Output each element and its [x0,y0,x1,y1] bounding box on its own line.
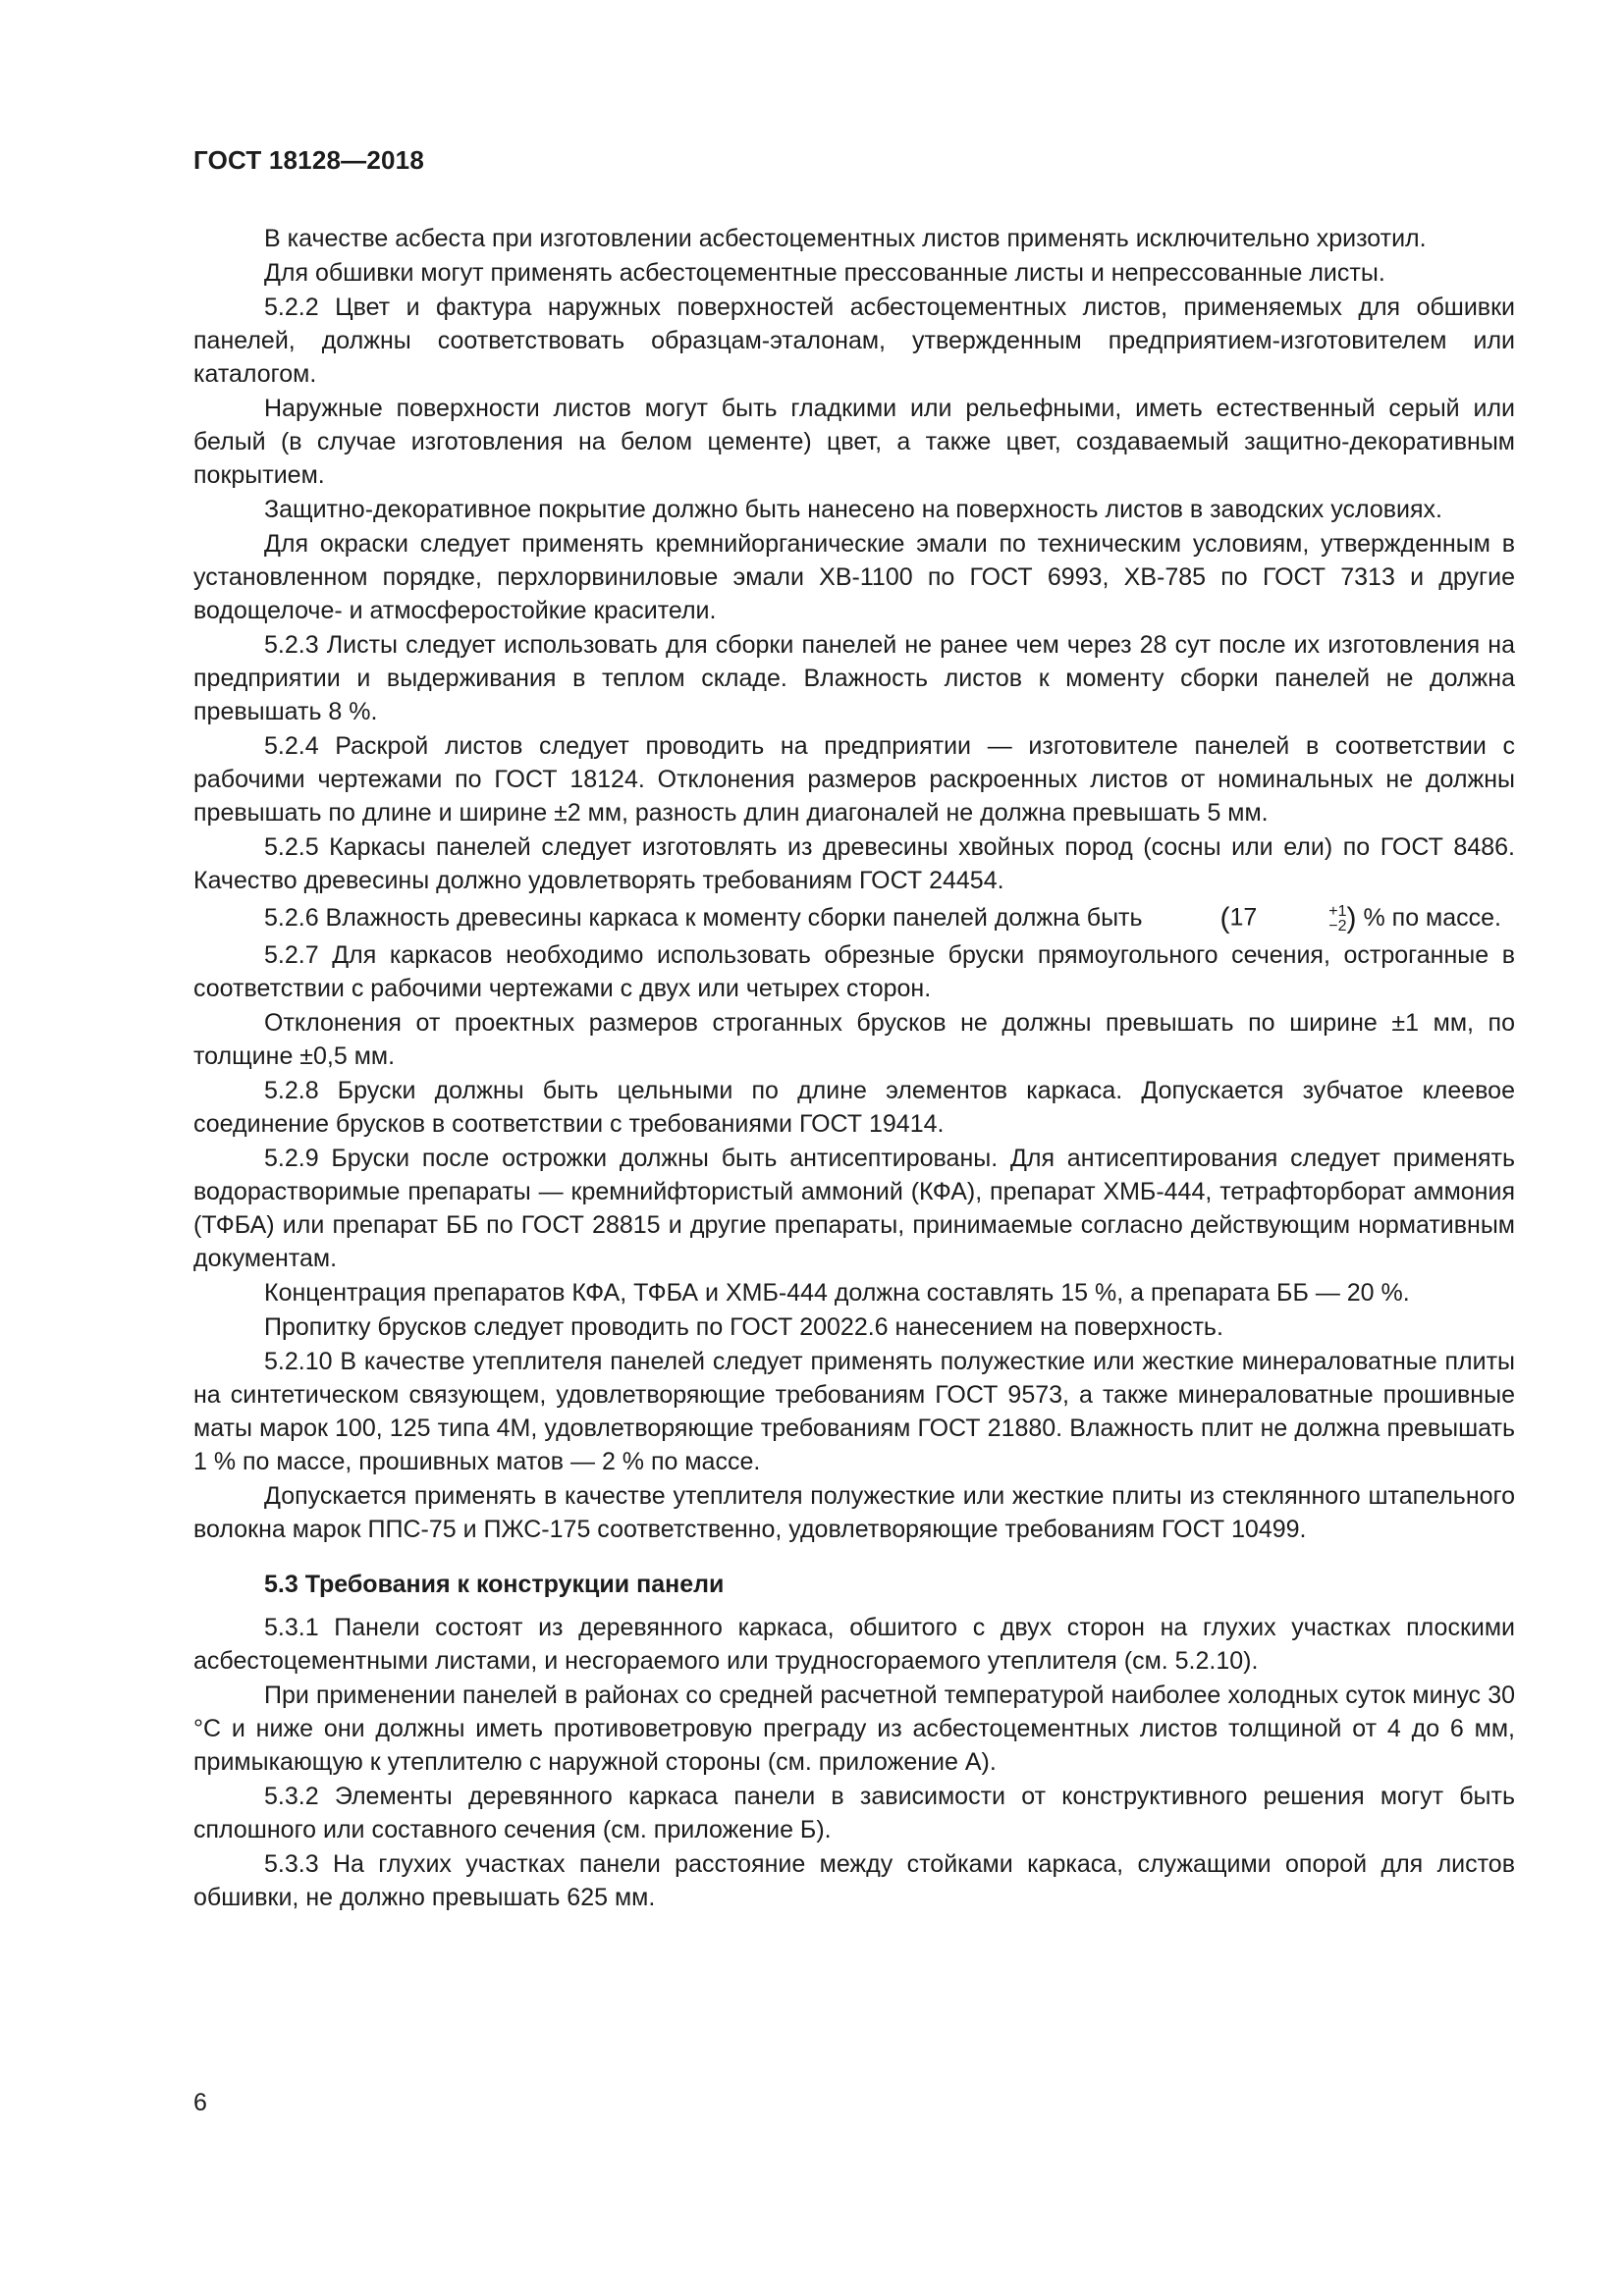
document-header: ГОСТ 18128—2018 [193,145,424,175]
paragraph: 5.3.1 Панели состоят из деревянного каркаса, обшитого с двух сторон на глухих участках плоскими асбестоцементными листами, и несгораемого или трудносгораемого утеплителя (см. 5.2.10). [193,1614,1515,1675]
paragraph: 5.2.5 Каркасы панелей следует изготовлять из древесины хвойных пород (сосны или ели) по ГОСТ 8486. Качество древесины должно удовлетворять требованиям ГОСТ 24454. [193,833,1515,894]
formula-sup: +1 [1328,903,1347,921]
paragraph: Для окраски следует применять кремнийорганические эмали по техническим условиям, утвержденным в установленном порядке, перхлорвиниловые эмали ХВ-1100 по ГОСТ 6993, ХВ-785 по ГОСТ 7313 и другие водощелоче- и атмосферостойкие красители. [193,530,1515,624]
paragraph: Допускается применять в качестве утеплителя полужесткие или жесткие плиты из стеклянного штапельного волокна марок ППС-75 и ПЖС-175 соответственно, удовлетворяющие требованиям ГОСТ 10499. [193,1482,1515,1543]
formula-sub: −2 [1328,918,1347,935]
paragraph: Концентрация препаратов КФА, ТФБА и ХМБ-444 должна составлять 15 %, а препарата ББ — 20 %. [264,1279,1410,1307]
paragraph: 5.2.7 Для каркасов необходимо использовать обрезные бруски прямоугольного сечения, остроганные в соответствии с рабочими чертежами с двух или четырех сторон. [193,941,1515,1002]
document-body [193,222,1515,1915]
moisture-formula: (17 +1 −2 ) [1219,902,1357,935]
section-heading: 5.3 Требования к конструкции панели [264,1571,725,1598]
formula-base: 17 [1229,904,1258,932]
paragraph: 5.2.8 Бруски должны быть цельными по длине элементов каркаса. Допускается зубчатое клеевое соединение брусков в соответствии с требованиями ГОСТ 19414. [193,1077,1515,1138]
paragraph: 5.2.3 Листы следует использовать для сборки панелей не ранее чем через 28 сут после их изготовления на предприятии и выдерживания в теплом складе. Влажность листов к моменту сборки панелей не должна превышать 8 %. [193,631,1515,725]
paragraph: 5.2.9 Бруски после острожки должны быть антисептированы. Для антисептирования следует применять водорастворимые препараты — кремнийфтористый аммоний (КФА), препарат ХМБ-444, тетрафторборат аммония (ТФБА) или препарат ББ по ГОСТ 28815 и другие препараты, принимаемые согласно действующим нормативным документам. [193,1145,1515,1272]
paragraph-5-2-6 [193,901,1515,934]
page-number: 6 [193,2089,207,2116]
paragraph: Пропитку брусков следует проводить по ГОСТ 20022.6 нанесением на поверхность. [264,1313,1223,1341]
paragraph: 5.2.2 Цвет и фактура наружных поверхностей асбестоцементных листов, применяемых для обшивки панелей, должны соответствовать образцам-эталонам, утвержденным предприятием-изготовителем или каталогом. [193,294,1515,388]
paragraph: При применении панелей в районах со средней расчетной температурой наиболее холодных суток минус 30 °С и ниже они должны иметь противоветровую преграду из асбестоцементных листов толщиной от 4 до 6 мм, примыкающую к утеплителю с наружной стороны (см. приложение А). [193,1682,1515,1776]
paragraph: Наружные поверхности листов могут быть гладкими или рельефными, иметь естественный серый или белый (в случае изготовления на белом цементе) цвет, а также цвет, создаваемый защитно-декоративным покрытием. [193,395,1515,489]
paragraph: 5.3.3 На глухих участках панели расстояние между стойками каркаса, служащими опорой для листов обшивки, не должно превышать 625 мм. [193,1850,1515,1911]
paragraph: Защитно-декоративное покрытие должно быть нанесено на поверхность листов в заводских условиях. [264,496,1442,523]
paragraph: Отклонения от проектных размеров строганных брусков не должны превышать по ширине ±1 мм, по толщине ±0,5 мм. [193,1009,1515,1070]
paragraph: 5.2.10 В качестве утеплителя панелей следует применять полужесткие или жесткие минераловатные плиты на синтетическом связующем, удовлетворяющие требованиям ГОСТ 9573, а также минераловатные прошивные маты марок 100, 125 типа 4М, удовлетворяющие требованиям ГОСТ 21880. Влажность плит не должна превышать 1 % по массе, прошивных матов — 2 % по массе. [193,1348,1515,1475]
para-526-text-after: % по массе. [1363,904,1501,932]
para-526-text-before: 5.2.6 Влажность древесины каркаса к моменту сборки панелей должна быть [264,904,1143,932]
paragraph: Для обшивки могут применять асбестоцементные прессованные листы и непрессованные листы. [264,259,1385,287]
paragraph: 5.3.2 Элементы деревянного каркаса панели в зависимости от конструктивного решения могут быть сплошного или составного сечения (см. приложение Б). [193,1783,1515,1843]
paragraph: В качестве асбеста при изготовлении асбестоцементных листов применять исключительно хризотил. [264,225,1427,252]
paragraph: 5.2.4 Раскрой листов следует проводить на предприятии — изготовителе панелей в соответствии с рабочими чертежами по ГОСТ 18124. Отклонения размеров раскроенных листов от номинальных не должны превышать по длине и ширине ±2 мм, разность длин диагоналей не должна превышать 5 мм. [193,732,1515,827]
